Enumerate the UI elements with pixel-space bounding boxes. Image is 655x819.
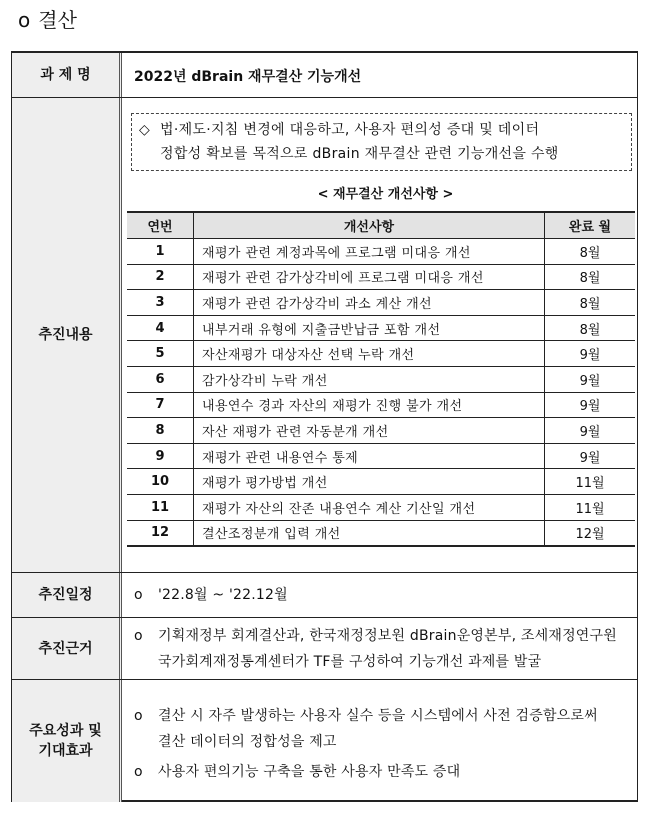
item-desc: 결산조정분개 입력 개선: [194, 520, 545, 546]
item-desc: 재평가 자산의 잔존 내용연수 계산 기산일 개선: [194, 494, 545, 520]
row-schedule: [12, 573, 637, 617]
table-row: [127, 341, 635, 367]
table-row: [127, 290, 635, 316]
basis-bullet: o: [134, 628, 143, 644]
header-no: 연번: [127, 212, 194, 239]
schedule-value: '22.8월 ~ '22.12월: [158, 587, 288, 603]
item-desc: 재평가 평가방법 개선: [194, 469, 545, 495]
table-row: [127, 366, 635, 392]
effects-bullet-1: o: [134, 708, 143, 724]
section-bullet: o: [18, 8, 31, 32]
item-no: 10: [127, 469, 194, 495]
item-month: 9월: [545, 392, 636, 418]
item-month: 11월: [545, 469, 636, 495]
item-no: 5: [127, 341, 194, 367]
basis-line-1: 기획재정부 회계결산과, 한국재정정보원 dBrain운영본부, 조세재정연구원: [158, 628, 617, 644]
table-row: [127, 469, 635, 495]
table-row: [127, 520, 635, 546]
effects-text: [134, 703, 598, 785]
item-desc: 내부거래 유형에 지출금반납금 포함 개선: [194, 315, 545, 341]
row-content: [12, 98, 637, 572]
effects-label-line-1: 주요성과 및: [29, 723, 102, 739]
summary-line-2: 정합성 확보를 목적으로 dBrain 재무결산 관련 기능개선을 수행: [160, 146, 559, 162]
content-label: 추진내용: [12, 98, 122, 572]
header-desc: 개선사항: [194, 212, 545, 239]
item-no: 8: [127, 418, 194, 444]
item-month: 8월: [545, 315, 636, 341]
effects-label-line-2: 기대효과: [38, 743, 93, 759]
basis-label: 추진근거: [12, 618, 122, 679]
item-desc: 자산재평가 대상자산 선택 누락 개선: [194, 341, 545, 367]
table-header-row: [127, 212, 635, 239]
table-row: [127, 315, 635, 341]
improvements-table-title: < 재무결산 개선사항 >: [317, 187, 454, 202]
item-no: 6: [127, 366, 194, 392]
item-month: 9월: [545, 366, 636, 392]
item-month: 8월: [545, 290, 636, 316]
improvements-table: [127, 211, 635, 547]
table-row: [127, 443, 635, 469]
table-row: [127, 418, 635, 444]
project-label: 과 제 명: [12, 53, 122, 97]
effects-label: [12, 680, 122, 802]
section-title: 결산: [38, 8, 77, 32]
item-desc: 재평가 관련 내용연수 통제: [194, 443, 545, 469]
item-desc: 자산 재평가 관련 자동분개 개선: [194, 418, 545, 444]
item-month: 8월: [545, 264, 636, 290]
item-no: 9: [127, 443, 194, 469]
item-month: 9월: [545, 418, 636, 444]
schedule-bullet: o: [134, 587, 143, 603]
item-no: 11: [127, 494, 194, 520]
table-row: [127, 392, 635, 418]
item-month: 9월: [545, 443, 636, 469]
item-desc: 내용연수 경과 자산의 재평가 진행 불가 개선: [194, 392, 545, 418]
item-desc: 재평가 관련 감가상각비에 프로그램 미대응 개선: [194, 264, 545, 290]
item-month: 9월: [545, 341, 636, 367]
effects-item-1-line-2: 결산 데이터의 정합성을 제고: [158, 734, 337, 750]
item-no: 2: [127, 264, 194, 290]
summary-table: [11, 51, 638, 802]
item-no: 4: [127, 315, 194, 341]
diamond-bullet: ◇: [139, 122, 151, 138]
item-no: 7: [127, 392, 194, 418]
effects-item-1-line-1: 결산 시 자주 발생하는 사용자 실수 등을 시스템에서 사전 검증함으로써: [158, 708, 598, 724]
schedule-text: [134, 582, 288, 608]
item-no: 3: [127, 290, 194, 316]
item-no: 12: [127, 520, 194, 546]
effects-bullet-2: o: [134, 764, 143, 780]
item-desc: 재평가 관련 감가상각비 과소 계산 개선: [194, 290, 545, 316]
effects-item-2: 사용자 편의기능 구축을 통한 사용자 만족도 증대: [158, 764, 461, 780]
basis-text: [134, 623, 617, 675]
row-basis: [12, 618, 637, 679]
item-desc: 재평가 관련 계정과목에 프로그램 미대응 개선: [194, 239, 545, 265]
item-desc: 감가상각비 누락 개선: [194, 366, 545, 392]
table-row: [127, 264, 635, 290]
summary-line-1: 법·제도·지침 변경에 대응하고, 사용자 편의성 증대 및 데이터: [160, 122, 540, 138]
table-row: [127, 494, 635, 520]
item-month: 11월: [545, 494, 636, 520]
section-heading: [18, 4, 77, 36]
table-row: [127, 239, 635, 265]
project-title: 2022년 dBrain 재무결산 기능개선: [134, 69, 362, 85]
item-month: 12월: [545, 520, 636, 546]
item-no: 1: [127, 239, 194, 265]
header-month: 완료 월: [545, 212, 636, 239]
item-month: 8월: [545, 239, 636, 265]
basis-line-2: 국가회계재정통계센터가 TF를 구성하여 기능개선 과제를 발굴: [158, 654, 542, 670]
row-effects: [12, 680, 637, 802]
schedule-label: 추진일정: [12, 573, 122, 617]
row-project: [12, 53, 637, 97]
summary-box: [131, 113, 632, 171]
